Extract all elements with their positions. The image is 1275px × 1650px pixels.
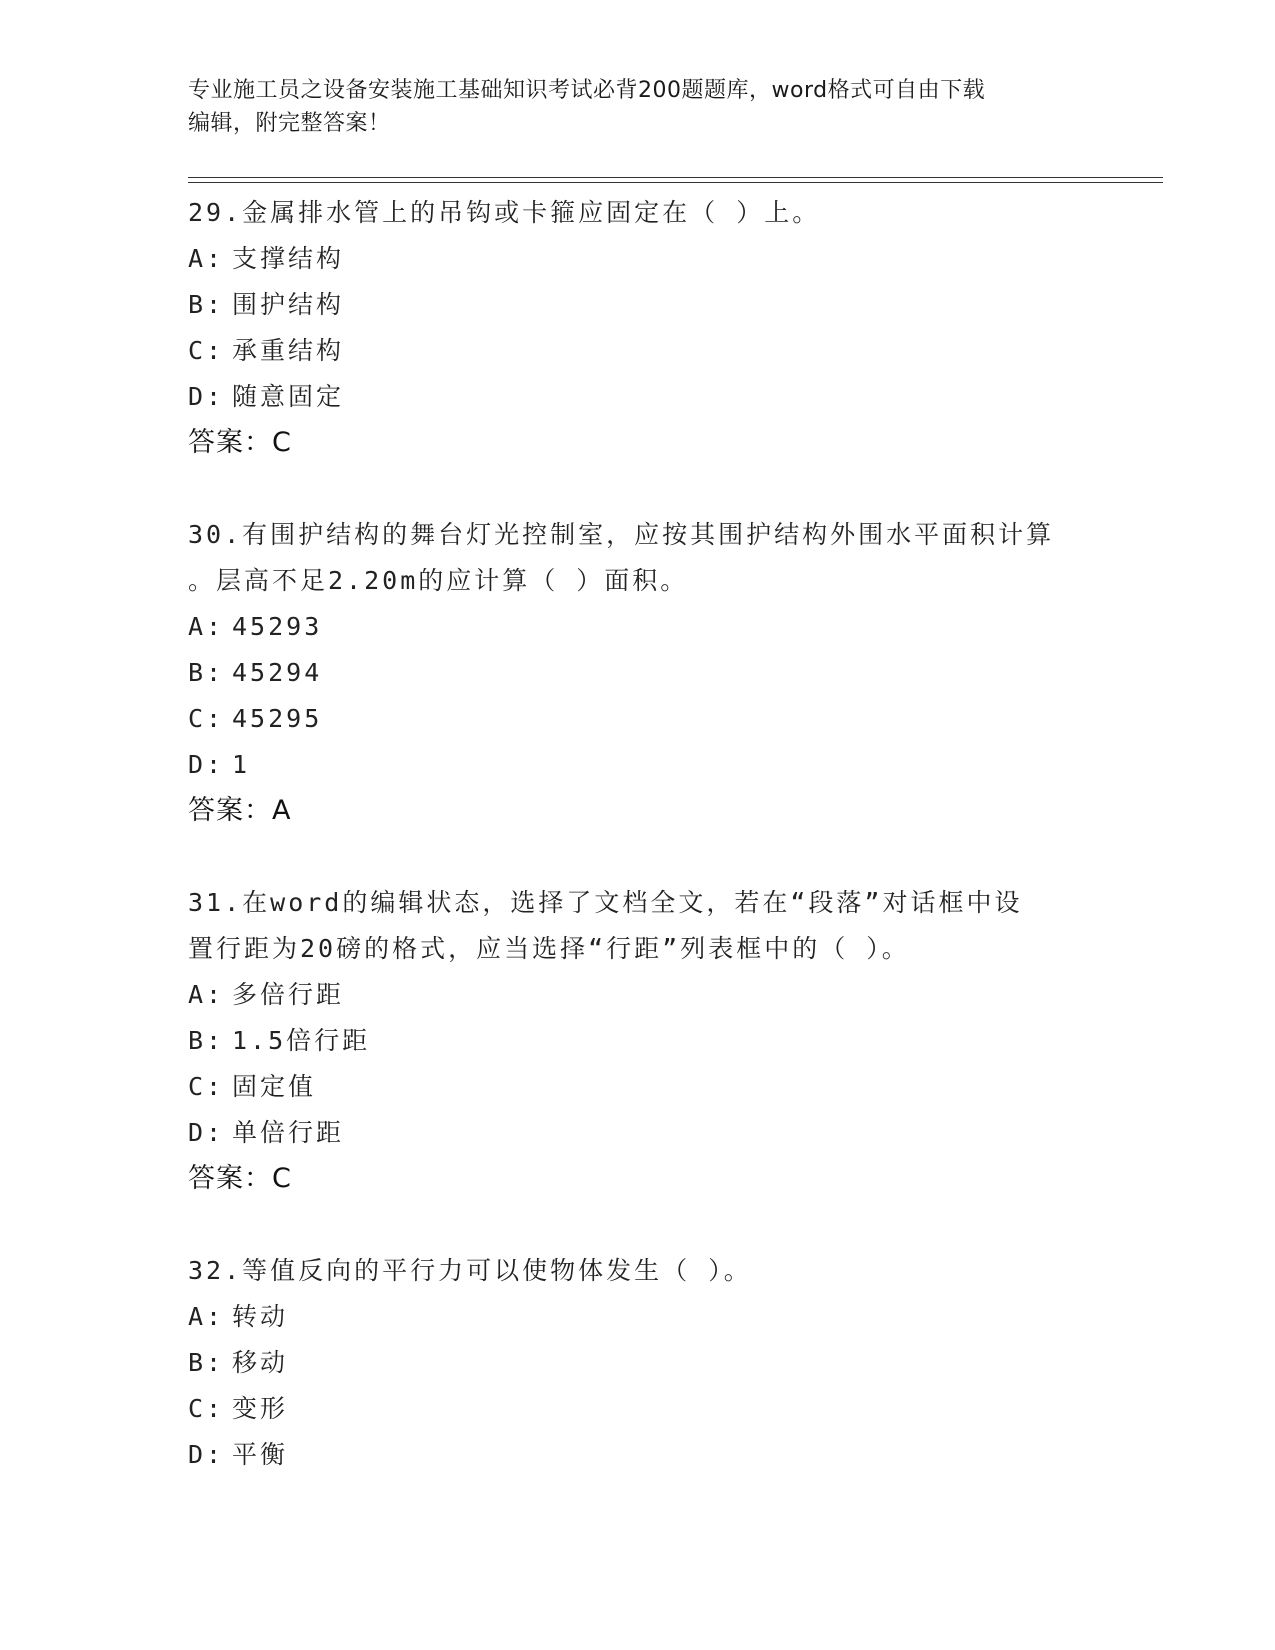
option-label: B: [188,1348,225,1377]
option-text: 单倍行距 [232,1118,345,1147]
option-label: C: [188,336,225,365]
option-label: B: [188,658,225,687]
option-a [188,236,1088,282]
option-text: 平衡 [232,1440,289,1469]
option-a [188,604,1088,650]
answer-line: 答案：A [188,795,292,826]
option-a [188,972,1088,1018]
option-text: 45293 [232,612,323,641]
question-text: 29.金属排水管上的吊钩或卡箍应固定在（ ）上。 [188,198,821,227]
question-text-line-1: 30.有围护结构的舞台灯光控制室，应按其围护结构外围水平面积计算 [188,520,1055,549]
option-text: 支撑结构 [232,244,345,273]
header-divider-bottom [188,182,1163,183]
question-31 [188,880,1088,1202]
question-text-line-2: 置行距为20磅的格式，应当选择“行距”列表框中的（ ）。 [188,934,910,963]
option-label: D: [188,750,225,779]
option-d [188,1432,1088,1478]
option-text: 1.5倍行距 [232,1026,371,1055]
option-label: A: [188,1302,225,1331]
option-c [188,696,1088,742]
header-line-1: 专业施工员之设备安装施工基础知识考试必背200题题库，word格式可自由下载 [188,78,986,103]
option-d [188,742,1088,788]
option-label: B: [188,290,225,319]
question-29 [188,190,1088,466]
option-label: C: [188,704,225,733]
option-a [188,1294,1088,1340]
answer-line: 答案：C [188,1163,292,1194]
option-text: 45295 [232,704,323,733]
option-d [188,374,1088,420]
option-label: D: [188,1118,225,1147]
header-line-2: 编辑，附完整答案！ [188,111,391,136]
question-list [188,190,1088,1524]
option-text: 承重结构 [232,336,345,365]
option-b [188,650,1088,696]
option-label: C: [188,1394,225,1423]
option-label: A: [188,612,225,641]
option-d [188,1110,1088,1156]
option-b [188,1018,1088,1064]
question-text-line-2: 。层高不足2.20m的应计算（ ）面积。 [188,566,689,595]
question-32 [188,1248,1088,1478]
option-b [188,282,1088,328]
option-text: 围护结构 [232,290,345,319]
option-text: 随意固定 [232,382,345,411]
option-b [188,1340,1088,1386]
option-label: D: [188,1440,225,1469]
option-text: 变形 [232,1394,289,1423]
option-label: A: [188,244,225,273]
option-label: C: [188,1072,225,1101]
option-label: D: [188,382,225,411]
option-c [188,1386,1088,1432]
header-divider-top [188,177,1163,178]
option-text: 多倍行距 [232,980,345,1009]
document-header [188,74,1088,140]
option-text: 固定值 [232,1072,317,1101]
option-c [188,1064,1088,1110]
answer-line: 答案：C [188,427,292,458]
option-text: 转动 [232,1302,289,1331]
option-text: 移动 [232,1348,289,1377]
option-text: 1 [232,750,251,779]
question-text-line-1: 31.在word的编辑状态，选择了文档全文，若在“段落”对话框中设 [188,888,1023,917]
question-text: 32.等值反向的平行力可以使物体发生（ ）。 [188,1256,752,1285]
option-text: 45294 [232,658,323,687]
option-label: A: [188,980,225,1009]
option-c [188,328,1088,374]
option-label: B: [188,1026,225,1055]
question-30 [188,512,1088,834]
